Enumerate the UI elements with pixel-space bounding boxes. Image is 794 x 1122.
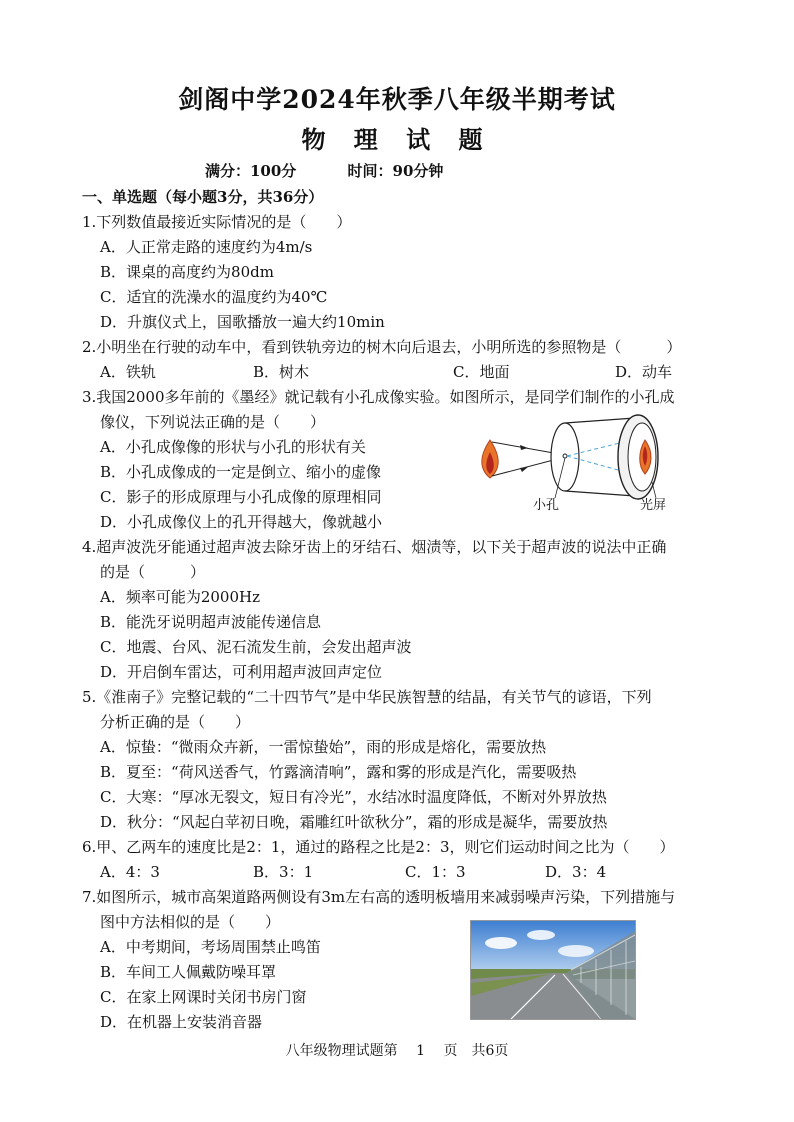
q6-stem: 6.甲、乙两车的速度比是2：1，通过的路程之比是2：3，则它们运动时间之比为（ ） bbox=[82, 838, 675, 856]
page-footer: 八年级物理试题第 1 页 共6页 bbox=[285, 1043, 509, 1059]
q5-option-b: B．夏至：“荷风送香气，竹露滴清响”，露和雾的形成是汽化，需要吸热 bbox=[100, 763, 577, 781]
q3-option-d: D．小孔成像仪上的孔开得越大，像就越小 bbox=[100, 513, 383, 531]
label-pinhole: 小孔 bbox=[533, 498, 560, 513]
label-screen: 光屏 bbox=[640, 498, 667, 513]
subject-title: 物 理 试 题 bbox=[301, 125, 493, 154]
q2-option-d: D．动车 bbox=[615, 363, 673, 381]
q5-option-a: A．惊蛰：“微雨众卉新，一雷惊蛰始”，雨的形成是熔化，需要放热 bbox=[100, 738, 547, 756]
q4-stem-line1: 4.超声波洗牙能通过超声波去除牙齿上的牙结石、烟渍等，以下关于超声波的说法中正确 bbox=[82, 538, 667, 556]
q3-option-c: C．影子的形成原理与小孔成像的原理相同 bbox=[100, 488, 382, 506]
q6-option-c: C．1：3 bbox=[405, 863, 466, 881]
highway-scene-icon bbox=[471, 921, 635, 1019]
q6-option-d: D．3：4 bbox=[545, 863, 607, 881]
section-heading: 一、单选题（每小题3分，共36分） bbox=[82, 188, 324, 206]
q7-option-d: D．在机器上安装消音器 bbox=[100, 1013, 263, 1031]
q2-options bbox=[100, 362, 720, 382]
q2-option-b: B．树木 bbox=[253, 363, 310, 381]
q7-option-c: C．在家上网课时关闭书房门窗 bbox=[100, 988, 307, 1006]
q4-option-c: C．地震、台风、泥石流发生前，会发出超声波 bbox=[100, 638, 412, 656]
q3-option-b: B．小孔成像成的一定是倒立、缩小的虚像 bbox=[100, 463, 382, 481]
q4-option-d: D．开启倒车雷达，可利用超声波回声定位 bbox=[100, 663, 383, 681]
q3-stem-line2: 像仪，下列说法正确的是（ ） bbox=[100, 413, 326, 431]
q6-option-b: B．3：1 bbox=[253, 863, 314, 881]
q1-option-a: A．人正常走路的速度约为4m/s bbox=[100, 238, 313, 256]
q5-option-c: C．大寒：“厚冰无裂文，短日有冷光”，水结冰时温度降低，不断对外界放热 bbox=[100, 788, 607, 806]
q2-option-c: C．地面 bbox=[453, 363, 510, 381]
q2-option-a: A．铁轨 bbox=[100, 363, 156, 381]
exam-meta bbox=[205, 160, 489, 181]
full-score: 满分：100分 bbox=[205, 162, 297, 180]
q3-stem-line1: 3.我国2000多年前的《墨经》就记载有小孔成像实验。如图所示，是同学们制作的小孔成 bbox=[82, 388, 675, 406]
highway-barrier-photo bbox=[470, 920, 636, 1020]
q7-stem-line2: 图中方法相似的是（ ） bbox=[100, 913, 281, 931]
q4-stem-line2: 的是（ ） bbox=[100, 563, 206, 581]
q4-option-b: B．能洗牙说明超声波能传递信息 bbox=[100, 613, 322, 631]
q4-option-a: A．频率可能为2000Hz bbox=[100, 588, 260, 606]
q1-option-c: C．适宜的洗澡水的温度约为40℃ bbox=[100, 288, 328, 306]
q2-stem: 2.小明坐在行驶的动车中，看到铁轨旁边的树木向后退去，小明所选的参照物是（ ） bbox=[82, 338, 682, 356]
q5-stem-line1: 5.《淮南子》完整记载的“二十四节气”是中华民族智慧的结晶，有关节气的谚语，下列 bbox=[82, 688, 652, 706]
exam-title: 剑阁中学2024年秋季八年级半期考试 bbox=[178, 85, 616, 114]
q3-option-a: A．小孔成像像的形状与小孔的形状有关 bbox=[100, 438, 366, 456]
q5-stem-line2: 分析正确的是（ ） bbox=[100, 713, 251, 731]
exam-time: 时间：90分钟 bbox=[347, 162, 444, 180]
q6-option-a: A．4：3 bbox=[100, 863, 160, 881]
pinhole-camera-figure bbox=[470, 410, 710, 520]
q1-option-b: B．课桌的高度约为80dm bbox=[100, 263, 274, 281]
q5-option-d: D．秋分：“风起白苹初日晚，霜雕红叶欲秋分”，霜的形成是凝华，需要放热 bbox=[100, 813, 608, 831]
q7-option-b: B．车间工人佩戴防噪耳罩 bbox=[100, 963, 277, 981]
flame-object-icon bbox=[482, 440, 499, 478]
q1-option-d: D．升旗仪式上，国歌播放一遍大约10min bbox=[100, 313, 385, 331]
q7-stem-line1: 7.如图所示，城市高架道路两侧设有3m左右高的透明板墙用来减弱噪声污染，下列措施与 bbox=[82, 888, 676, 906]
q1-stem: 1.下列数值最接近实际情况的是（ ） bbox=[82, 213, 352, 231]
q6-options bbox=[100, 862, 720, 882]
q7-option-a: A．中考期间，考场周围禁止鸣笛 bbox=[100, 938, 321, 956]
light-screen-icon bbox=[618, 415, 658, 499]
